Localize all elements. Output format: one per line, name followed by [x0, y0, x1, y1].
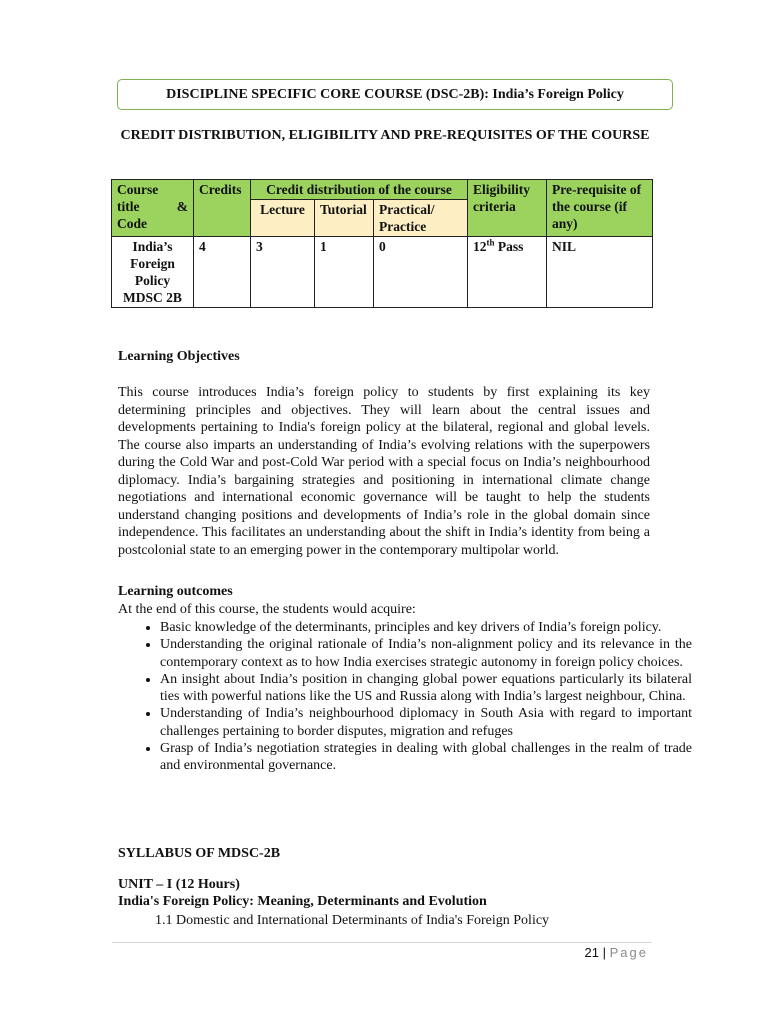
header-credits: Credits — [194, 180, 251, 237]
page-number: 21 — [584, 945, 599, 960]
header-course — [112, 180, 194, 237]
unit-1-item: 1.1 Domestic and International Determinants of India's Foreign Policy — [155, 913, 550, 928]
eligibility-suffix: th — [486, 237, 495, 248]
cell-course: India’s Foreign Policy MDSC 2B — [112, 237, 194, 308]
page-footer — [585, 945, 648, 960]
learning-outcomes-list — [118, 619, 692, 775]
syllabus-heading: SYLLABUS OF MDSC-2B — [118, 846, 281, 861]
header-course-line1: Course — [117, 182, 159, 197]
cell-lecture: 3 — [251, 237, 315, 308]
page-label: Page — [609, 945, 648, 960]
unit-1-title: India's Foreign Policy: Meaning, Determinants and Evolution — [118, 894, 487, 909]
credit-distribution-heading: CREDIT DISTRIBUTION, ELIGIBILITY AND PRE-REQUISITES OF THE COURSE — [120, 128, 650, 143]
table-row — [112, 237, 653, 308]
eligibility-number: 12 — [473, 239, 487, 254]
header-prerequisite: Pre-requisite of the course (if any) — [547, 180, 653, 237]
header-tutorial: Tutorial — [315, 200, 374, 237]
table-header-row — [112, 180, 653, 200]
cell-prerequisite: NIL — [547, 237, 653, 308]
header-distribution: Credit distribution of the course — [251, 180, 468, 200]
header-lecture: Lecture — [251, 200, 315, 237]
cell-eligibility — [468, 237, 547, 308]
cell-tutorial: 1 — [315, 237, 374, 308]
list-item: • Basic knowledge of the determinants, principles and key drivers of India’s foreign policy. — [160, 619, 692, 636]
credit-distribution-table — [111, 179, 653, 308]
learning-objectives-heading: Learning Objectives — [118, 349, 240, 364]
list-item: • Understanding the original rationale of India’s non-alignment policy and its relevance in the contemporary context as to how India exercises strategic autonomy in foreign policy choices. — [160, 636, 692, 671]
learning-outcomes-heading: Learning outcomes — [118, 584, 233, 599]
header-eligibility: Eligibility criteria — [468, 180, 547, 237]
header-course-amp: & — [176, 199, 188, 214]
learning-objectives-text: This course introduces India’s foreign policy to students by first explaining its key determining principles and objectives. They will learn about the central issues and developments pertaining to India's foreign policy at the bilateral, regional and global levels. The course also imparts an understanding of India’s evolving relations with the superpowers during the Cold War and post-Cold War period with a special focus on India’s neighbourhood diplomacy. India’s bargaining strategies and positioning in international climate change negotiations and international economic governance will be taught to help the students understand changing positions and developments of India’s role in the global domain since independence. This facilitates an understanding about the shift in India’s identity from being a postcolonial state to an emerging power in the contemporary multipolar world. — [118, 385, 650, 558]
header-course-line3: Code — [117, 216, 147, 231]
list-item: • Grasp of India’s negotiation strategies in dealing with global challenges in the realm of trade and environmental governance. — [160, 740, 692, 775]
banner-text: DISCIPLINE SPECIFIC CORE COURSE (DSC-2B): India’s Foreign Policy — [166, 86, 624, 102]
page-separator: | — [602, 945, 606, 960]
learning-outcomes-intro: At the end of this course, the students would acquire: — [118, 602, 416, 617]
footer-divider — [112, 942, 652, 943]
course-title-banner — [117, 79, 673, 110]
list-item: • Understanding of India’s neighbourhood diplomacy in South Asia with regard to important challenges pertaining to border disputes, migration and refuges — [160, 705, 692, 740]
header-course-line2 — [117, 198, 188, 215]
header-course-title-word: title — [117, 199, 140, 214]
cell-credits: 4 — [194, 237, 251, 308]
eligibility-rest: Pass — [494, 239, 524, 254]
header-practical: Practical/ Practice — [374, 200, 468, 237]
cell-practical: 0 — [374, 237, 468, 308]
list-item: • An insight about India’s position in changing global power equations particularly its bilateral ties with powerful nations like the US and Russia along with India’s largest neighbour, China. — [160, 671, 692, 706]
unit-1-heading: UNIT – I (12 Hours) — [118, 877, 240, 892]
